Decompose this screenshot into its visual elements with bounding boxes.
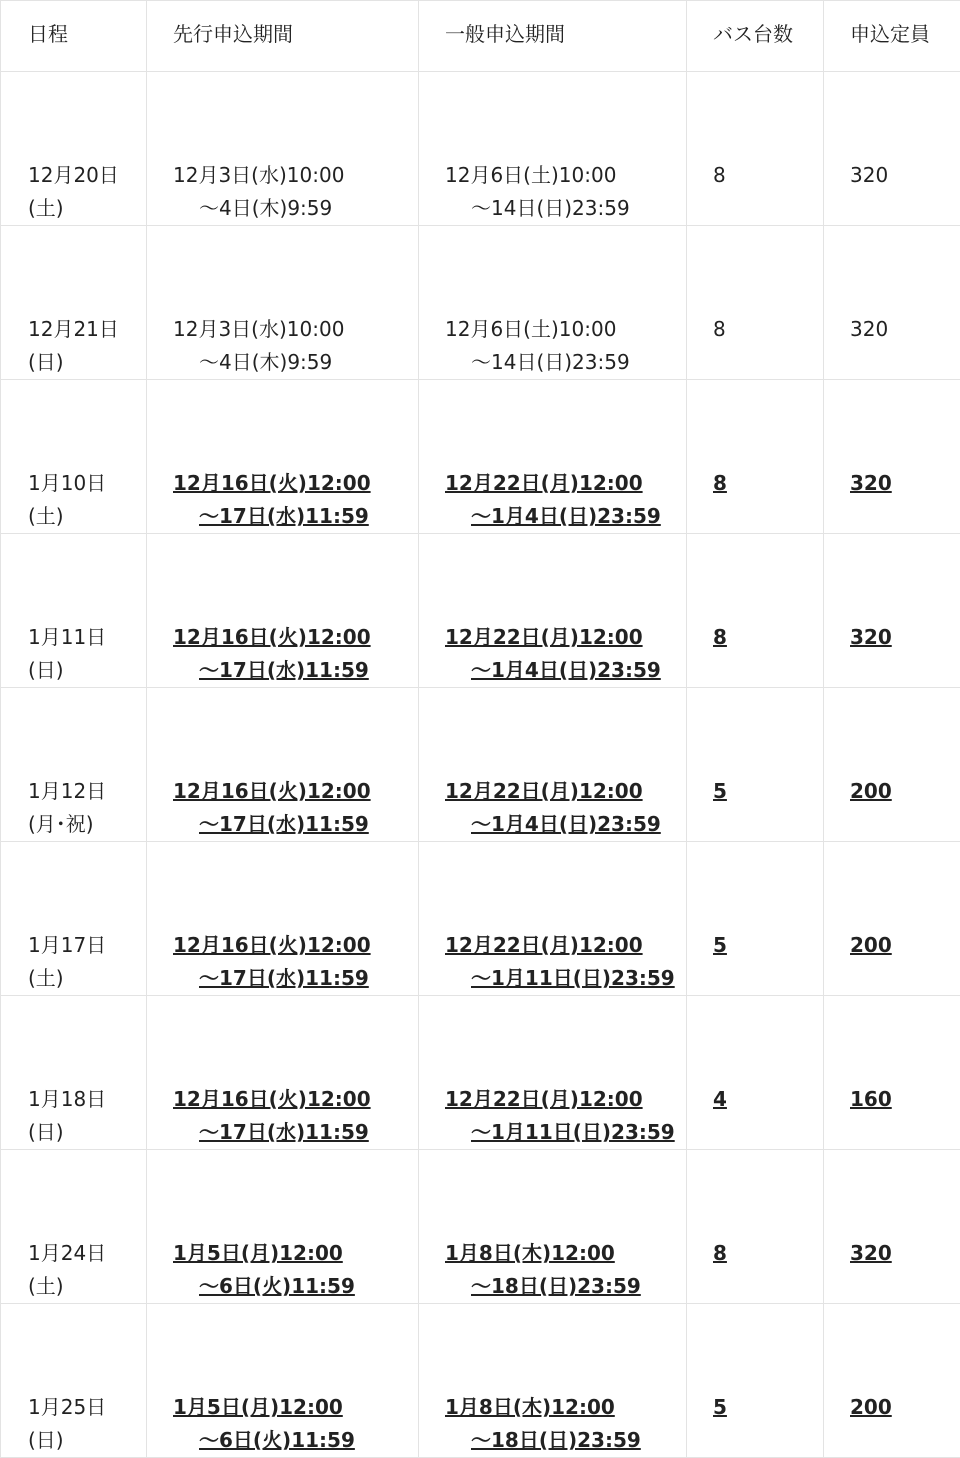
pre-period-cell: [147, 72, 419, 226]
capacity-count: 320: [850, 621, 960, 654]
date-line: 12月20日: [28, 159, 146, 192]
table-row: [1, 842, 960, 996]
bus-count: 8: [713, 313, 823, 346]
general-period-start: 12月22日(月)12:00: [445, 1083, 686, 1116]
general-period-end: 〜18日(日)23:59: [445, 1424, 686, 1457]
pre-period-start: 12月3日(水)10:00: [173, 159, 418, 192]
general-period-start: 12月6日(土)10:00: [445, 313, 686, 346]
pre-period-cell: [147, 380, 419, 534]
date-cell: [1, 72, 147, 226]
date-line: 1月12日: [28, 775, 146, 808]
pre-period-cell: [147, 226, 419, 380]
capacity-cell: [824, 226, 960, 380]
general-period-end: 〜14日(日)23:59: [445, 192, 686, 225]
pre-period-start: 12月16日(火)12:00: [173, 929, 418, 962]
bus-count: 8: [713, 621, 823, 654]
general-period-cell: [419, 1304, 687, 1458]
date-cell: [1, 1150, 147, 1304]
date-cell: [1, 842, 147, 996]
date-cell: [1, 380, 147, 534]
header-capacity: 申込定員: [824, 1, 960, 72]
general-period-start: 12月6日(土)10:00: [445, 159, 686, 192]
capacity-cell: [824, 534, 960, 688]
date-cell: [1, 688, 147, 842]
weekday-line: (土): [28, 500, 146, 533]
pre-period-cell: [147, 1304, 419, 1458]
pre-period-end: 〜4日(木)9:59: [173, 346, 418, 379]
pre-period-start: 12月16日(火)12:00: [173, 775, 418, 808]
pre-period-end: 〜4日(木)9:59: [173, 192, 418, 225]
weekday-line: (土): [28, 962, 146, 995]
capacity-cell: [824, 380, 960, 534]
bus-count: 4: [713, 1083, 823, 1116]
general-period-start: 1月8日(木)12:00: [445, 1237, 686, 1270]
pre-period-end: 〜17日(水)11:59: [173, 1116, 418, 1149]
pre-period-end: 〜6日(火)11:59: [173, 1424, 418, 1457]
general-period-cell: [419, 688, 687, 842]
bus-count: 8: [713, 1237, 823, 1270]
bus-count-cell: [687, 842, 824, 996]
capacity-count: 320: [850, 1237, 960, 1270]
date-cell: [1, 996, 147, 1150]
weekday-line: (日): [28, 1116, 146, 1149]
general-period-cell: [419, 842, 687, 996]
pre-period-end: 〜6日(火)11:59: [173, 1270, 418, 1303]
general-period-end: 〜1月4日(日)23:59: [445, 500, 686, 533]
capacity-count: 200: [850, 1391, 960, 1424]
table-row: [1, 688, 960, 842]
capacity-count: 320: [850, 467, 960, 500]
pre-period-cell: [147, 842, 419, 996]
bus-count: 5: [713, 775, 823, 808]
date-cell: [1, 226, 147, 380]
bus-count: 5: [713, 1391, 823, 1424]
header-pre-period: 先行申込期間: [147, 1, 419, 72]
date-cell: [1, 534, 147, 688]
pre-period-end: 〜17日(水)11:59: [173, 654, 418, 687]
pre-period-end: 〜17日(水)11:59: [173, 808, 418, 841]
general-period-cell: [419, 996, 687, 1150]
table-body: [1, 72, 960, 1458]
bus-count-cell: [687, 996, 824, 1150]
general-period-end: 〜1月4日(日)23:59: [445, 654, 686, 687]
bus-count: 8: [713, 467, 823, 500]
bus-count-cell: [687, 72, 824, 226]
general-period-start: 1月8日(木)12:00: [445, 1391, 686, 1424]
capacity-count: 320: [850, 159, 960, 192]
date-line: 1月10日: [28, 467, 146, 500]
pre-period-cell: [147, 688, 419, 842]
general-period-start: 12月22日(月)12:00: [445, 929, 686, 962]
table-row: [1, 1304, 960, 1458]
pre-period-cell: [147, 996, 419, 1150]
date-line: 1月25日: [28, 1391, 146, 1424]
general-period-end: 〜1月11日(日)23:59: [445, 962, 686, 995]
bus-count: 5: [713, 929, 823, 962]
pre-period-start: 12月16日(火)12:00: [173, 467, 418, 500]
capacity-count: 320: [850, 313, 960, 346]
pre-period-end: 〜17日(水)11:59: [173, 500, 418, 533]
header-general-period: 一般申込期間: [419, 1, 687, 72]
bus-count-cell: [687, 534, 824, 688]
weekday-line: (月･祝): [28, 808, 146, 841]
capacity-cell: [824, 688, 960, 842]
bus-count-cell: [687, 380, 824, 534]
capacity-cell: [824, 996, 960, 1150]
bus-count-cell: [687, 1150, 824, 1304]
pre-period-cell: [147, 534, 419, 688]
general-period-start: 12月22日(月)12:00: [445, 621, 686, 654]
capacity-count: 160: [850, 1083, 960, 1116]
general-period-cell: [419, 1150, 687, 1304]
general-period-end: 〜18日(日)23:59: [445, 1270, 686, 1303]
date-line: 1月17日: [28, 929, 146, 962]
bus-count-cell: [687, 1304, 824, 1458]
general-period-end: 〜14日(日)23:59: [445, 346, 686, 379]
capacity-count: 200: [850, 775, 960, 808]
general-period-cell: [419, 226, 687, 380]
date-line: 1月18日: [28, 1083, 146, 1116]
table-row: [1, 380, 960, 534]
weekday-line: (日): [28, 346, 146, 379]
bus-count-cell: [687, 226, 824, 380]
capacity-cell: [824, 1304, 960, 1458]
weekday-line: (日): [28, 654, 146, 687]
capacity-cell: [824, 842, 960, 996]
bus-count: 8: [713, 159, 823, 192]
table-row: [1, 1150, 960, 1304]
table-row: [1, 534, 960, 688]
general-period-start: 12月22日(月)12:00: [445, 467, 686, 500]
table-row: [1, 72, 960, 226]
weekday-line: (日): [28, 1424, 146, 1457]
date-cell: [1, 1304, 147, 1458]
pre-period-start: 1月5日(月)12:00: [173, 1391, 418, 1424]
date-line: 1月11日: [28, 621, 146, 654]
pre-period-start: 12月16日(火)12:00: [173, 1083, 418, 1116]
bus-count-cell: [687, 688, 824, 842]
general-period-end: 〜1月4日(日)23:59: [445, 808, 686, 841]
pre-period-start: 12月16日(火)12:00: [173, 621, 418, 654]
pre-period-start: 12月3日(水)10:00: [173, 313, 418, 346]
date-line: 12月21日: [28, 313, 146, 346]
table-row: [1, 996, 960, 1150]
table-header: [1, 1, 960, 72]
capacity-cell: [824, 72, 960, 226]
table-row: [1, 226, 960, 380]
pre-period-start: 1月5日(月)12:00: [173, 1237, 418, 1270]
general-period-cell: [419, 72, 687, 226]
capacity-cell: [824, 1150, 960, 1304]
header-row: [1, 1, 960, 72]
header-date: 日程: [1, 1, 147, 72]
general-period-start: 12月22日(月)12:00: [445, 775, 686, 808]
header-buses: バス台数: [687, 1, 824, 72]
weekday-line: (土): [28, 1270, 146, 1303]
pre-period-cell: [147, 1150, 419, 1304]
capacity-count: 200: [850, 929, 960, 962]
general-period-end: 〜1月11日(日)23:59: [445, 1116, 686, 1149]
weekday-line: (土): [28, 192, 146, 225]
general-period-cell: [419, 534, 687, 688]
date-line: 1月24日: [28, 1237, 146, 1270]
pre-period-end: 〜17日(水)11:59: [173, 962, 418, 995]
general-period-cell: [419, 380, 687, 534]
